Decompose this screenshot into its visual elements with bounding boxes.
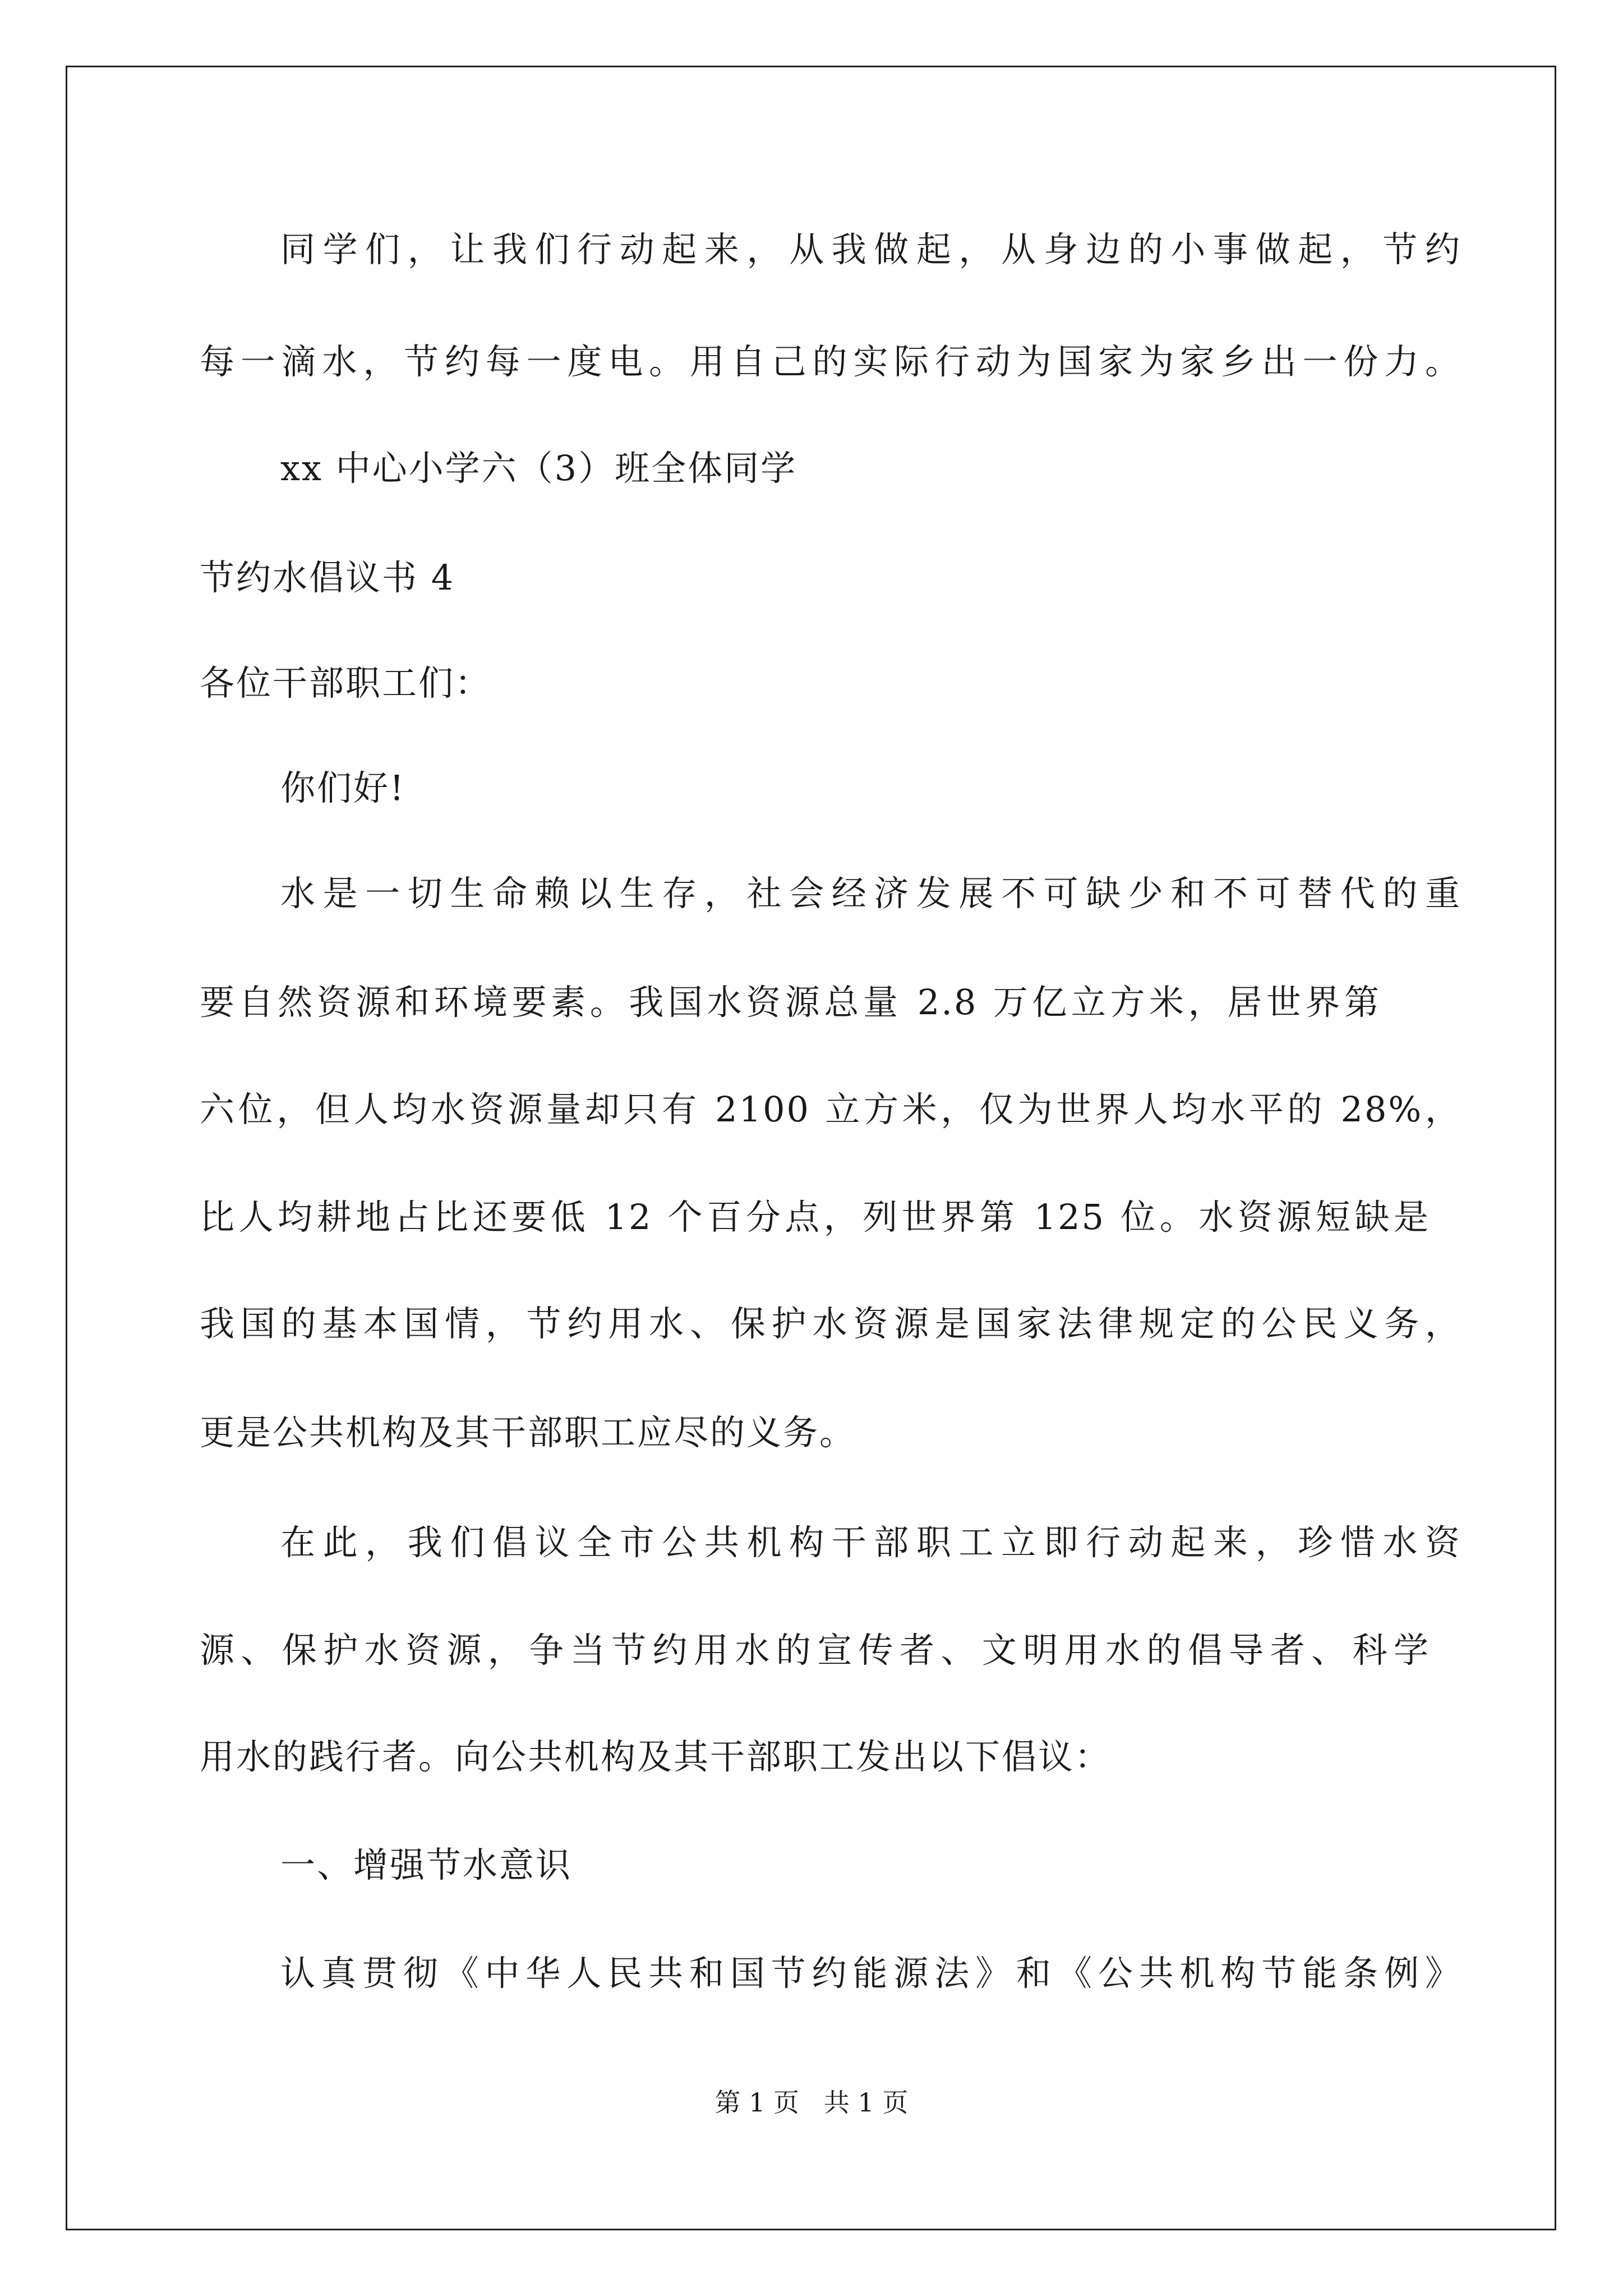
paragraph-line: 认真贯彻《中华人民共和国节约能源法》和《公共机构节能条例》 (280, 1953, 1461, 1994)
salutation: 各位干部职工们： (200, 662, 492, 703)
page-footer: 第 1 页 共 1 页 (714, 2087, 909, 2118)
paragraph-line: 每一滴水，节约每一度电。用自己的实际行动为国家为家乡出一份力。 (200, 341, 1461, 382)
paragraph-line: 用水的践行者。向公共机构及其干部职工发出以下倡议： (200, 1736, 1112, 1777)
paragraph-line: 比人均耕地占比还要低 12 个百分点，列世界第 125 位。水资源短缺是 (200, 1197, 1430, 1237)
paragraph-line: 水是一切生命赖以生存，社会经济发展不可缺少和不可替代的重 (280, 873, 1461, 914)
page-border (66, 66, 1556, 2230)
signature-line: xx 中心小学六（3）班全体同学 (280, 448, 797, 489)
section-title: 节约水倡议书 4 (200, 557, 455, 598)
paragraph-line: 同学们，让我们行动起来，从我做起，从身边的小事做起，节约 (280, 229, 1461, 270)
paragraph-line: 我国的基本国情，节约用水、保护水资源是国家法律规定的公民义务， (200, 1303, 1461, 1344)
paragraph-line: 更是公共机构及其干部职工应尽的义务。 (200, 1412, 856, 1453)
paragraph-line: 要自然资源和环境要素。我国水资源总量 2.8 万亿立方米，居世界第 (200, 982, 1381, 1023)
greeting: 你们好! (280, 767, 405, 808)
paragraph-line: 在此，我们倡议全市公共机构干部职工立即行动起来，珍惜水资 (280, 1522, 1461, 1563)
section-heading: 一、增强节水意识 (280, 1844, 573, 1885)
paragraph-line: 源、保护水资源，争当节约用水的宣传者、文明用水的倡导者、科学 (200, 1630, 1430, 1671)
paragraph-line: 六位，但人均水资源量却只有 2100 立方米，仅为世界人均水平的 28%， (200, 1089, 1461, 1130)
